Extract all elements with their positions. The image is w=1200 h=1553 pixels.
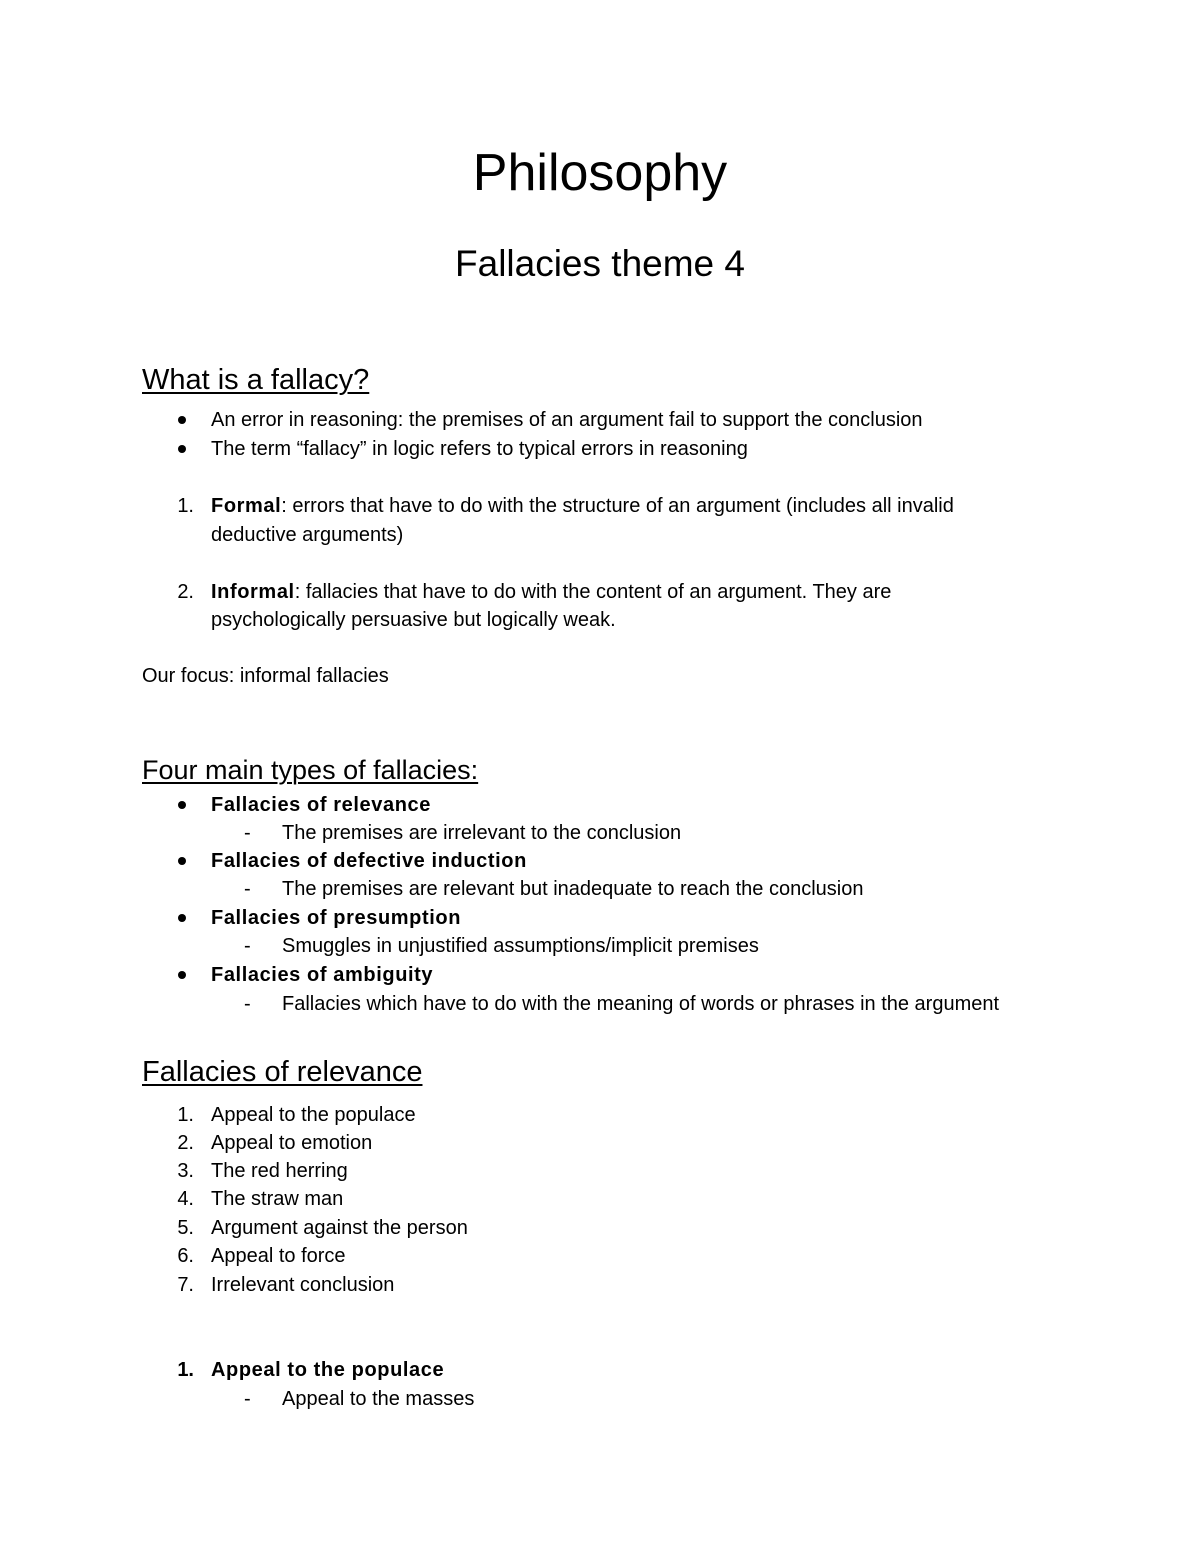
- section-heading-fallacies-of-relevance: Fallacies of relevance: [142, 1056, 423, 1088]
- term-definition: : errors that have to do with the structure of an argument (includes all invalid: [281, 495, 954, 517]
- list-number: 2.: [177, 581, 194, 603]
- list-item: The term “fallacy” in logic refers to typical errors in reasoning: [211, 438, 748, 460]
- bullet-icon: [178, 416, 186, 424]
- list-item: An error in reasoning: the premises of an argument fail to support the conclusion: [211, 409, 923, 431]
- list-item: Appeal to the populace: [211, 1104, 416, 1126]
- type-name: Fallacies of ambiguity: [211, 964, 434, 986]
- type-name: Fallacies of defective induction: [211, 850, 527, 872]
- dash-marker: -: [244, 935, 251, 957]
- dash-marker: -: [244, 993, 251, 1015]
- term-formal: Formal: [211, 495, 282, 517]
- focus-note: Our focus: informal fallacies: [142, 665, 389, 687]
- list-item: [211, 791, 431, 819]
- list-item: Argument against the person: [211, 1217, 468, 1239]
- list-number: 2.: [177, 1132, 194, 1154]
- section-heading-four-types: Four main types of fallacies:: [142, 755, 479, 785]
- list-item: Irrelevant conclusion: [211, 1274, 395, 1296]
- list-number: 1.: [177, 495, 194, 517]
- list-item: [211, 847, 527, 875]
- dash-marker: -: [244, 1388, 251, 1410]
- list-number: 4.: [177, 1188, 194, 1210]
- subsection-title: Appeal to the populace: [211, 1359, 445, 1381]
- list-number: 1.: [177, 1104, 194, 1126]
- list-subitem: The premises are irrelevant to the conclusion: [282, 822, 682, 844]
- subsection-heading-appeal-to-populace: [211, 1356, 444, 1384]
- list-number: 7.: [177, 1274, 194, 1296]
- type-name: Fallacies of relevance: [211, 794, 431, 816]
- list-item: The straw man: [211, 1188, 344, 1210]
- section-heading-what-is-fallacy: What is a fallacy?: [142, 364, 370, 396]
- bullet-icon: [178, 445, 186, 453]
- list-item-informal: [211, 578, 891, 606]
- list-item-formal: [211, 492, 954, 520]
- type-name: Fallacies of presumption: [211, 907, 462, 929]
- bullet-icon: [178, 801, 186, 809]
- list-number: 6.: [177, 1245, 194, 1267]
- list-item: Appeal to force: [211, 1245, 346, 1267]
- document-title: Philosophy: [472, 144, 728, 202]
- list-subitem: The premises are relevant but inadequate to reach the conclusion: [282, 878, 864, 900]
- term-informal: Informal: [211, 581, 295, 603]
- bullet-icon: [178, 971, 186, 979]
- list-number: 3.: [177, 1160, 194, 1182]
- list-item-continuation: psychologically persuasive but logically weak.: [211, 609, 616, 631]
- list-subitem: Smuggles in unjustified assumptions/implicit premises: [282, 935, 759, 957]
- list-number: 1.: [177, 1359, 194, 1381]
- list-item: [211, 961, 433, 989]
- list-item: Appeal to emotion: [211, 1132, 373, 1154]
- list-item: [211, 904, 461, 932]
- list-subitem: Fallacies which have to do with the meaning of words or phrases in the argument: [282, 993, 1000, 1015]
- list-subitem: Appeal to the masses: [282, 1388, 475, 1410]
- term-definition: : fallacies that have to do with the content of an argument. They are: [294, 581, 892, 603]
- bullet-icon: [178, 857, 186, 865]
- dash-marker: -: [244, 822, 251, 844]
- document-subtitle: Fallacies theme 4: [455, 243, 745, 284]
- list-item-continuation: deductive arguments): [211, 524, 404, 546]
- list-item: The red herring: [211, 1160, 348, 1182]
- bullet-icon: [178, 914, 186, 922]
- dash-marker: -: [244, 878, 251, 900]
- list-number: 5.: [177, 1217, 194, 1239]
